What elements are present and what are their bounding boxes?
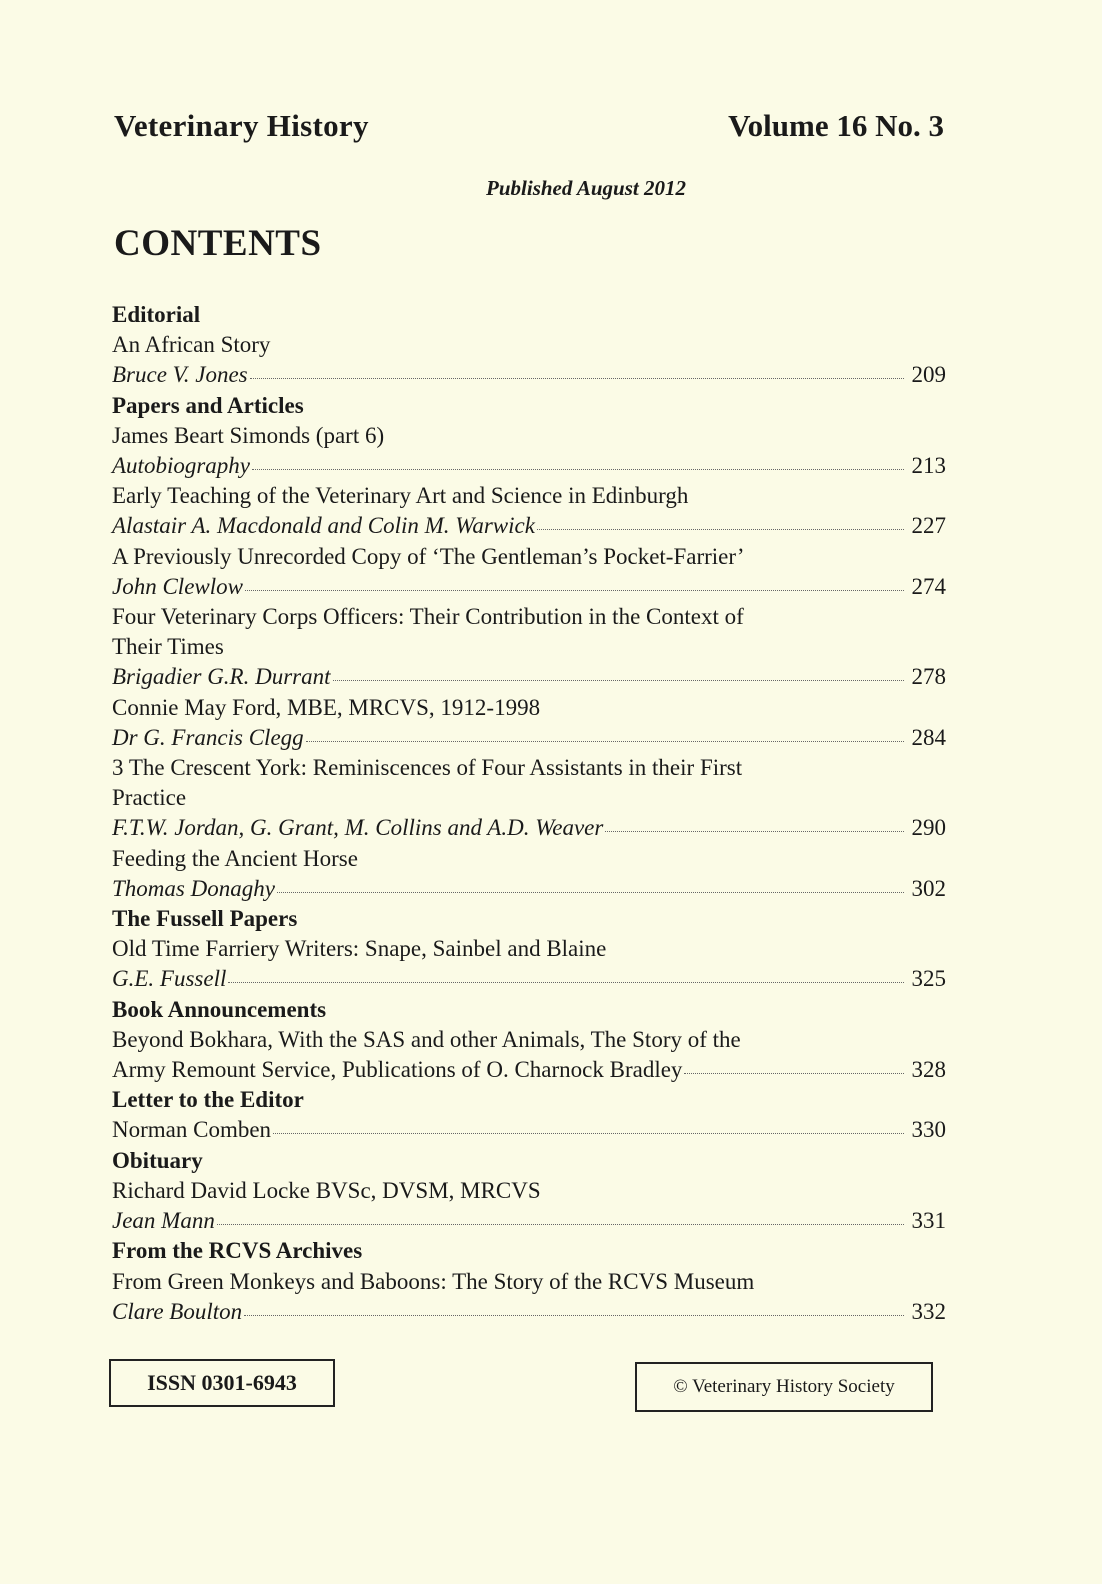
toc-page-number: 328 — [911, 1057, 946, 1083]
dot-leader — [244, 1314, 904, 1316]
toc-entry-row — [112, 1055, 946, 1085]
toc-entry-title: Feeding the Ancient Horse — [112, 845, 358, 871]
toc-entry-row — [112, 874, 946, 904]
toc-page-number: 274 — [911, 573, 946, 599]
dot-leader — [273, 1132, 904, 1134]
dot-leader — [306, 740, 904, 742]
toc-page-number: 325 — [911, 966, 946, 992]
toc-entry-title: James Beart Simonds (part 6) — [112, 422, 385, 448]
toc-entry-title: Richard David Locke BVSc, DVSM, MRCVS — [112, 1177, 541, 1203]
dot-leader — [250, 377, 904, 379]
toc-entry-title: Practice — [112, 785, 187, 811]
toc-entry-author: G.E. Fussell — [112, 966, 227, 992]
toc-entry-row — [112, 511, 946, 541]
issn-box: ISSN 0301-6943 — [109, 1359, 335, 1407]
toc-page-number: 330 — [911, 1117, 946, 1143]
toc-entry-title: Their Times — [112, 634, 224, 660]
dot-leader — [228, 981, 904, 983]
toc-entry-author: Brigadier G.R. Durrant — [112, 664, 331, 690]
toc-entry-title: A Previously Unrecorded Copy of ‘The Gentleman’s Pocket-Farrier’ — [112, 543, 745, 569]
toc-page-number: 278 — [911, 664, 946, 690]
dot-leader — [252, 468, 904, 470]
toc-entry-row — [112, 723, 946, 753]
toc-entry-row — [112, 360, 946, 390]
toc-entry-title: Four Veterinary Corps Officers: Their Contribution in the Context of — [112, 604, 744, 630]
journal-title: Veterinary History — [114, 108, 369, 143]
toc-entry-row — [112, 662, 946, 692]
toc-page-number: 209 — [911, 362, 946, 388]
toc-entry-title: Old Time Farriery Writers: Snape, Sainbel and Blaine — [112, 936, 607, 962]
volume-number: Volume 16 No. 3 — [728, 108, 944, 143]
toc-page-number: 290 — [911, 815, 946, 841]
dot-leader — [333, 679, 905, 681]
copyright-box: © Veterinary History Society — [635, 1362, 933, 1412]
toc-entry-author: Thomas Donaghy — [112, 875, 275, 901]
dot-leader — [217, 1223, 904, 1225]
toc-section-heading: From the RCVS Archives — [112, 1238, 363, 1264]
toc-entry-author: Autobiography — [112, 453, 250, 479]
toc-entry-row — [112, 451, 946, 481]
toc-entry-author: Alastair A. Macdonald and Colin M. Warwick — [112, 513, 535, 539]
toc-entry-row — [112, 964, 946, 994]
toc-section-heading: Papers and Articles — [112, 392, 304, 418]
toc-entry-title: 3 The Crescent York: Reminiscences of Four Assistants in their First — [112, 755, 743, 781]
dot-leader — [684, 1072, 904, 1074]
toc-entry-author: John Clewlow — [112, 573, 243, 599]
toc-entry-title: Norman Comben — [112, 1117, 272, 1143]
toc-entry-title: Beyond Bokhara, With the SAS and other Animals, The Story of the — [112, 1026, 741, 1052]
toc-page-number: 227 — [911, 513, 946, 539]
toc-entry-author: Dr G. Francis Clegg — [112, 724, 304, 750]
toc-section-heading: Letter to the Editor — [112, 1087, 304, 1113]
toc-entry-title: From Green Monkeys and Baboons: The Story of the RCVS Museum — [112, 1268, 755, 1294]
toc-entry-row — [112, 1206, 946, 1236]
toc-section-heading: Book Announcements — [112, 996, 327, 1022]
toc-entry-title: Army Remount Service, Publications of O. Charnock Bradley — [112, 1057, 683, 1083]
table-of-contents — [112, 300, 946, 1327]
toc-entry-title: Early Teaching of the Veterinary Art and Science in Edinburgh — [112, 483, 689, 509]
toc-entry-author: F.T.W. Jordan, G. Grant, M. Collins and A.D. Weaver — [112, 815, 604, 841]
toc-page-number: 213 — [911, 453, 946, 479]
toc-page-number: 331 — [911, 1208, 946, 1234]
toc-entry-row — [112, 572, 946, 602]
dot-leader — [245, 589, 904, 591]
toc-entry-row — [112, 1297, 946, 1327]
toc-entry-title: Connie May Ford, MBE, MRCVS, 1912-1998 — [112, 694, 541, 720]
toc-entry-row — [112, 813, 946, 843]
toc-page-number: 284 — [911, 724, 946, 750]
contents-heading: CONTENTS — [114, 223, 322, 264]
toc-entry-row — [112, 1115, 946, 1145]
toc-entry-author: Bruce V. Jones — [112, 362, 248, 388]
dot-leader — [537, 528, 904, 530]
toc-page-number: 332 — [911, 1298, 946, 1324]
toc-page-number: 302 — [911, 875, 946, 901]
toc-section-heading: Editorial — [112, 302, 201, 327]
toc-section-heading: Obituary — [112, 1147, 203, 1173]
toc-section-heading: The Fussell Papers — [112, 906, 298, 932]
dot-leader — [277, 891, 904, 893]
toc-entry-title: An African Story — [112, 332, 271, 358]
toc-entry-author: Clare Boulton — [112, 1298, 243, 1324]
publication-date: Published August 2012 — [486, 176, 686, 200]
toc-entry-author: Jean Mann — [112, 1208, 215, 1234]
dot-leader — [605, 830, 904, 832]
